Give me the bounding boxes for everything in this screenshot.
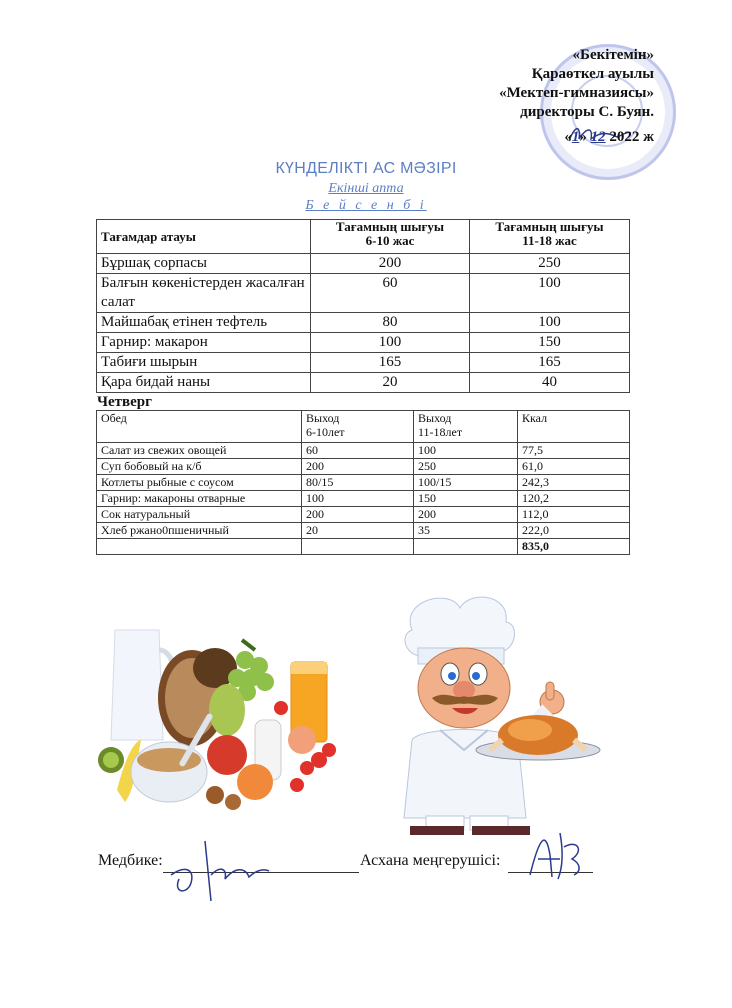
portion-6-10: 20 xyxy=(311,373,470,393)
date-month: 12 xyxy=(590,129,606,145)
kcal-total: 835,0 xyxy=(518,539,630,555)
empty-cell xyxy=(302,539,414,555)
col-header-output-11-18: Выход 11-18лет xyxy=(414,411,518,443)
table-row xyxy=(97,475,630,491)
kcal: 120,2 xyxy=(518,491,630,507)
dish-name: Суп бобовый на к/б xyxy=(97,459,302,475)
output-6-10: 60 xyxy=(302,443,414,459)
approval-line-2: Қараөткел ауылы xyxy=(531,66,654,82)
portion-11-18: 250 xyxy=(470,254,630,274)
approval-block xyxy=(499,46,654,147)
output-11-18: 150 xyxy=(414,491,518,507)
empty-cell xyxy=(97,539,302,555)
day-label: Б е й с е н б і xyxy=(305,198,427,213)
output-11-18: 100 xyxy=(414,443,518,459)
portion-11-18: 100 xyxy=(470,313,630,333)
portion-11-18: 165 xyxy=(470,353,630,373)
output-11-18: 250 xyxy=(414,459,518,475)
table-row xyxy=(97,313,630,333)
nurse-signature xyxy=(165,835,275,905)
table-row xyxy=(97,353,630,373)
food-illustration xyxy=(97,590,355,835)
dish-name: Балғын көкеністерден жасалған салат xyxy=(97,274,311,313)
col-header-kcal: Ккал xyxy=(518,411,630,443)
kcal: 77,5 xyxy=(518,443,630,459)
week-subtitle: Екінші апта xyxy=(328,181,404,196)
date-day: 1 xyxy=(571,129,580,145)
nurse-label: Медбике: xyxy=(98,852,163,869)
col-header-age-6-10: Тағамның шығуы 6-10 жас xyxy=(311,220,470,254)
dish-name: Хлеб ржано0пшеничный xyxy=(97,523,302,539)
col-header-lunch: Обед xyxy=(97,411,302,443)
table-row xyxy=(97,373,630,393)
portion-6-10: 200 xyxy=(311,254,470,274)
page-title: КҮНДЕЛІКТІ АС МӘЗІРІ xyxy=(275,160,457,177)
dish-name: Котлеты рыбные с соусом xyxy=(97,475,302,491)
date-year: 2022 ж xyxy=(609,129,654,145)
kitchen-head-signature xyxy=(520,825,590,885)
kitchen-head-label: Асхана меңгерушісі: xyxy=(360,852,501,869)
approval-line-1: «Бекітемін» xyxy=(572,47,654,63)
approval-line-4: директоры С. Буян. xyxy=(520,104,654,120)
portion-11-18: 40 xyxy=(470,373,630,393)
kcal: 61,0 xyxy=(518,459,630,475)
output-6-10: 200 xyxy=(302,459,414,475)
portion-11-18: 150 xyxy=(470,333,630,353)
dish-name: Гарнир: макароны отварные xyxy=(97,491,302,507)
dish-name: Гарнир: макарон xyxy=(97,333,311,353)
output-6-10: 20 xyxy=(302,523,414,539)
col-header-age-11-18: Тағамның шығуы 11-18 жас xyxy=(470,220,630,254)
approval-line-3: «Мектеп-гимназиясы» xyxy=(499,85,654,101)
approval-date: «1» 12 2022 ж xyxy=(564,129,654,145)
table-row xyxy=(97,523,630,539)
table-row xyxy=(97,507,630,523)
menu-table-russian xyxy=(96,410,630,555)
col-header-dish: Тағамдар атауы xyxy=(97,220,311,254)
portion-11-18: 100 xyxy=(470,274,630,313)
table-row xyxy=(97,459,630,475)
portion-6-10: 165 xyxy=(311,353,470,373)
table-total-row xyxy=(97,539,630,555)
table-header-row xyxy=(97,220,630,254)
dish-name: Майшабақ етінен тефтель xyxy=(97,313,311,333)
dish-name: Салат из свежих овощей xyxy=(97,443,302,459)
dish-name: Бұршақ сорпасы xyxy=(97,254,311,274)
table-row xyxy=(97,491,630,507)
dish-name: Қара бидай наны xyxy=(97,373,311,393)
output-11-18: 100/15 xyxy=(414,475,518,491)
dish-name: Сок натуральный xyxy=(97,507,302,523)
portion-6-10: 100 xyxy=(311,333,470,353)
table-header-row xyxy=(97,411,630,443)
output-11-18: 35 xyxy=(414,523,518,539)
empty-cell xyxy=(414,539,518,555)
menu-table-kazakh xyxy=(96,219,630,393)
output-6-10: 200 xyxy=(302,507,414,523)
output-6-10: 80/15 xyxy=(302,475,414,491)
table-row xyxy=(97,274,630,313)
thursday-label: Четверг xyxy=(97,394,152,410)
kcal: 242,3 xyxy=(518,475,630,491)
col-header-output-6-10: Выход 6-10лет xyxy=(302,411,414,443)
table-row xyxy=(97,254,630,274)
portion-6-10: 80 xyxy=(311,313,470,333)
table-row xyxy=(97,333,630,353)
output-6-10: 100 xyxy=(302,491,414,507)
kcal: 222,0 xyxy=(518,523,630,539)
table-row xyxy=(97,443,630,459)
portion-6-10: 60 xyxy=(311,274,470,313)
chef-illustration xyxy=(360,590,638,835)
dish-name: Табиғи шырын xyxy=(97,353,311,373)
output-11-18: 200 xyxy=(414,507,518,523)
kcal: 112,0 xyxy=(518,507,630,523)
